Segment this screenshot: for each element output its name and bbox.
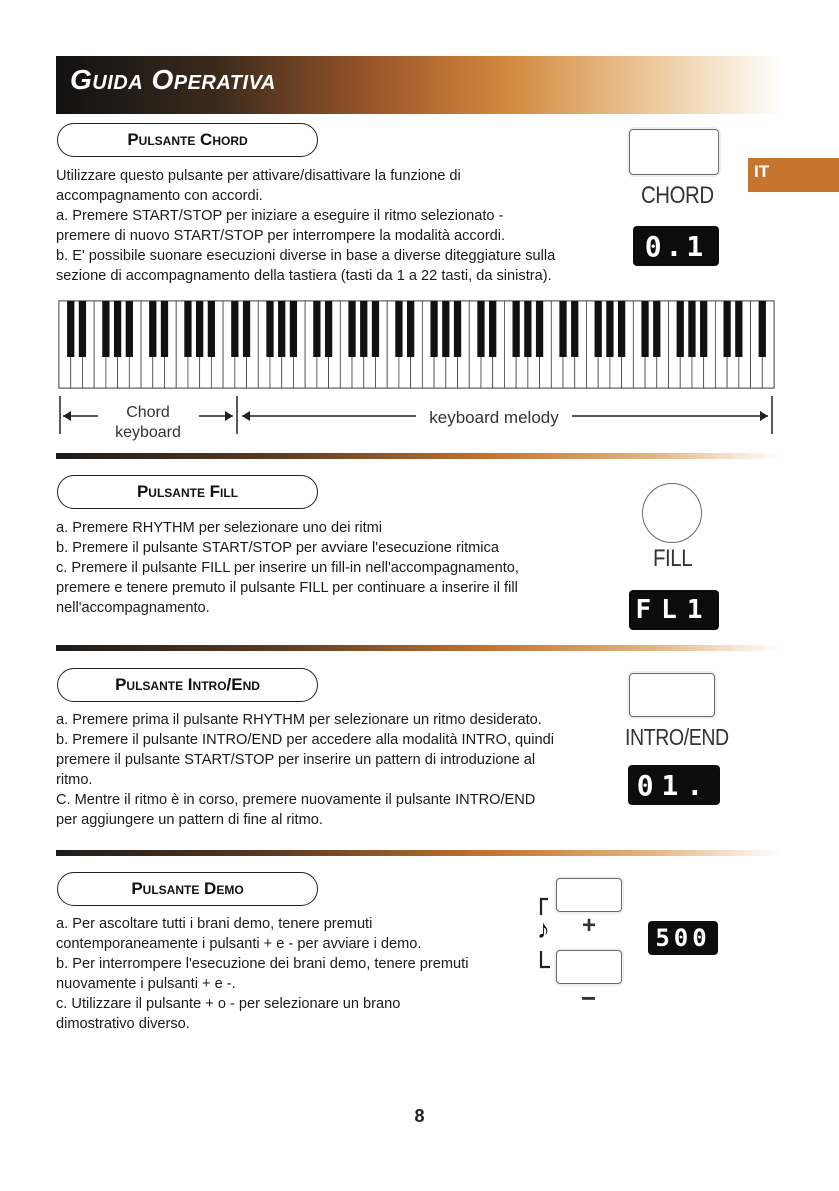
black-key bbox=[430, 301, 437, 357]
black-key bbox=[372, 301, 379, 357]
keyboard-diagram bbox=[56, 300, 778, 445]
text-line: premere e tenere premuto il pulsante FILL per continuare a inserire il fill bbox=[56, 580, 518, 596]
text-line: b. Premere il pulsante START/STOP per avviare l'esecuzione ritmica bbox=[56, 540, 499, 556]
black-key bbox=[688, 301, 695, 357]
black-key bbox=[442, 301, 449, 357]
black-key bbox=[723, 301, 730, 357]
text-line: dimostrativo diverso. bbox=[56, 1016, 190, 1032]
text-line: b. E' possibile suonare esecuzioni diverse in base a diverse diteggiature sulla bbox=[56, 248, 556, 264]
text-line: a. Per ascoltare tutti i brani demo, tenere premuti bbox=[56, 916, 373, 932]
black-key bbox=[606, 301, 613, 357]
black-key bbox=[571, 301, 578, 357]
section-title-demo: Pulsante Demo bbox=[57, 872, 318, 906]
fill-description bbox=[56, 518, 616, 618]
black-key bbox=[454, 301, 461, 357]
text-line: C. Mentre il ritmo è in corso, premere nuovamente il pulsante INTRO/END bbox=[56, 792, 536, 808]
text-line: a. Premere START/STOP per iniziare a eseguire il ritmo selezionato - bbox=[56, 208, 504, 224]
black-key bbox=[278, 301, 285, 357]
demo-description bbox=[56, 914, 526, 1034]
page-title: Guida Operativa bbox=[70, 64, 276, 95]
black-key bbox=[618, 301, 625, 357]
melody-keyboard-label: keyboard melody bbox=[429, 408, 559, 427]
black-key bbox=[79, 301, 86, 357]
text-line: nell'accompagnamento. bbox=[56, 600, 210, 616]
text-line: nuovamente i pulsanti + e -. bbox=[56, 976, 236, 992]
black-key bbox=[524, 301, 531, 357]
black-key bbox=[184, 301, 191, 357]
black-key bbox=[477, 301, 484, 357]
black-key bbox=[208, 301, 215, 357]
black-key bbox=[102, 301, 109, 357]
black-key bbox=[290, 301, 297, 357]
black-key bbox=[243, 301, 250, 357]
text-line: accompagnamento con accordi. bbox=[56, 188, 263, 204]
black-key bbox=[114, 301, 121, 357]
black-key bbox=[489, 301, 496, 357]
black-key bbox=[231, 301, 238, 357]
text-line: a. Premere prima il pulsante RHYTHM per selezionare un ritmo desiderato. bbox=[56, 712, 542, 728]
fill-button-label: FILL bbox=[653, 545, 693, 572]
minus-label: − bbox=[581, 983, 597, 1013]
black-key bbox=[360, 301, 367, 357]
intro-end-button-label: INTRO/END bbox=[625, 724, 729, 750]
black-key bbox=[641, 301, 648, 357]
melody-arrow-left-head bbox=[242, 411, 250, 421]
intro-end-description bbox=[56, 710, 621, 830]
black-key bbox=[700, 301, 707, 357]
bracket-top bbox=[541, 899, 548, 915]
black-key bbox=[735, 301, 742, 357]
text-line: a. Premere RHYTHM per selezionare uno dei ritmi bbox=[56, 520, 383, 536]
section-title-fill: Pulsante Fill bbox=[57, 475, 318, 509]
black-key bbox=[513, 301, 520, 357]
fill-button-illustration bbox=[642, 483, 702, 543]
section-title-intro-end: Pulsante Intro/End bbox=[57, 668, 318, 702]
black-key bbox=[149, 301, 156, 357]
plus-button-illustration bbox=[556, 878, 622, 912]
section-divider bbox=[56, 850, 781, 856]
text-line: b. Per interrompere l'esecuzione dei brani demo, tenere premuti bbox=[56, 956, 469, 972]
text-line: Utilizzare questo pulsante per attivare/disattivare la funzione di bbox=[56, 168, 461, 184]
black-key bbox=[407, 301, 414, 357]
black-key bbox=[67, 301, 74, 357]
page-number: 8 bbox=[414, 1106, 425, 1126]
minus-button-illustration bbox=[556, 950, 622, 984]
black-key bbox=[161, 301, 168, 357]
fill-lcd-display: FL1 bbox=[629, 590, 719, 630]
text-line: b. Premere il pulsante INTRO/END per accedere alla modalità INTRO, quindi bbox=[56, 732, 555, 748]
black-key bbox=[395, 301, 402, 357]
black-key bbox=[559, 301, 566, 357]
intro-end-button-illustration bbox=[629, 673, 715, 717]
text-line: c. Utilizzare il pulsante + o - per selezionare un brano bbox=[56, 996, 401, 1012]
black-key bbox=[266, 301, 273, 357]
black-key bbox=[536, 301, 543, 357]
text-line: contemporaneamente i pulsanti + e - per avviare i demo. bbox=[56, 936, 422, 952]
text-line: sezione di accompagnamento della tastiera (tasti da 1 a 22 tasti, da sinistra). bbox=[56, 268, 552, 284]
bracket-bottom bbox=[541, 951, 550, 967]
chord-description bbox=[56, 166, 616, 286]
chord-arrow-left-head bbox=[63, 411, 71, 421]
text-line: per aggiungere un pattern di fine al ritmo. bbox=[56, 812, 323, 828]
melody-arrow-right-head bbox=[760, 411, 768, 421]
chord-keyboard-label-1: Chord bbox=[126, 404, 170, 421]
black-key bbox=[595, 301, 602, 357]
intro-end-lcd-display: 01. bbox=[628, 765, 720, 805]
text-line: c. Premere il pulsante FILL per inserire un fill-in nell'accompagnamento, bbox=[56, 560, 519, 576]
black-key bbox=[126, 301, 133, 357]
section-divider bbox=[56, 453, 781, 459]
text-line: premere di nuovo START/STOP per interrompere la modalità accordi. bbox=[56, 228, 506, 244]
plus-label: + bbox=[582, 912, 597, 939]
black-key bbox=[348, 301, 355, 357]
chord-button-illustration bbox=[629, 129, 719, 175]
music-note-icon: ♪ bbox=[537, 914, 550, 944]
black-key bbox=[653, 301, 660, 357]
text-line: ritmo. bbox=[56, 772, 93, 788]
section-divider bbox=[56, 645, 781, 651]
chord-arrow-right-head bbox=[225, 411, 233, 421]
chord-keyboard-label-2: keyboard bbox=[115, 424, 181, 441]
black-key bbox=[313, 301, 320, 357]
chord-button-label: CHORD bbox=[641, 182, 714, 209]
language-tab: IT bbox=[748, 158, 839, 192]
black-key bbox=[325, 301, 332, 357]
section-title-chord: Pulsante Chord bbox=[57, 123, 318, 157]
chord-lcd-display: 0.1 bbox=[633, 226, 719, 266]
demo-lcd-display: 500 bbox=[648, 921, 718, 955]
black-key bbox=[759, 301, 766, 357]
text-line: premere il pulsante START/STOP per inserire un pattern di introduzione al bbox=[56, 752, 536, 768]
black-key bbox=[196, 301, 203, 357]
black-key bbox=[677, 301, 684, 357]
